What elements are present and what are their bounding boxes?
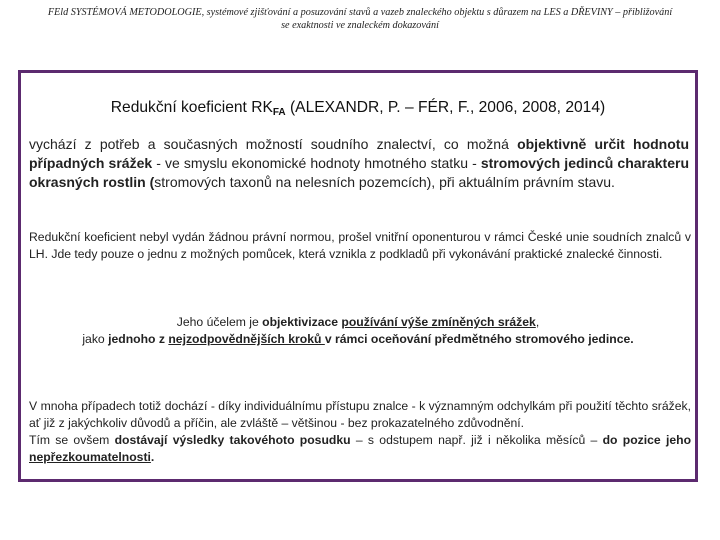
p4-sentence-2 (29, 432, 691, 466)
p1-text-3: stromových taxonů na nelesních pozemcích), při aktuálním právním stavu. (154, 174, 615, 191)
p1-text-1: vychází z potřeb a současných možností soudního znalectví, co možná (29, 136, 518, 152)
p3-bold-2: jednoho z (108, 332, 169, 346)
paragraph-status: Redukční koeficient nebyl vydán žádnou právní normou, prošel vnitřní oponenturou v rámci České unie soudních znalců v LH. Jde tedy pouze o jednu z možných pomůcek, která vznikla z podkladů při vykonávání praktické znalecké činnosti. (29, 230, 691, 261)
p1-bold-2: stromových jedinců charakteru okrasných rostlin ( (29, 155, 689, 191)
p4-text-4: . (150, 450, 155, 464)
p1-text-2: - ve smyslu ekonomické hodnoty hmotného statku - (152, 155, 481, 172)
p3-bold-1: objektivizace (262, 315, 342, 329)
paragraph-purpose (21, 314, 695, 348)
title-prefix: Redukční koeficient RK (110, 99, 273, 116)
p4-bold-1: dostávají výsledky takovéhoto posudku (114, 433, 351, 447)
paragraph-definition (29, 135, 689, 193)
header-line-2: se exaktnosti ve znaleckém dokazování (281, 20, 439, 31)
p3-text-2: , (535, 315, 540, 329)
slide-title (21, 99, 695, 118)
p3-text-3: jako (82, 332, 109, 346)
p4-text-2: Tím se ovšem (29, 433, 115, 447)
p4-sentence-1: V mnoha případech totiž dochází - díky individuálnímu přístupu znalce - k významným odchylkám při použití těchto srážek, ať již z jakýchkoliv důvodů a příčin, ale zvláště – většinou - bez prokazatelného zdůvodnění. (29, 399, 691, 430)
title-suffix: (ALEXANDR, P. – FÉR, F., 2006, 2008, 2014) (285, 99, 606, 116)
p4-bold-underline-1: nepřezkoumatelnosti (29, 450, 151, 464)
content-frame (18, 70, 698, 482)
header-line-1: FEld SYSTÉMOVÁ METODOLOGIE, systémové zjišťování a posuzování stavů a vazeb znaleckého objektu s důrazem na LES a DŘEVINY – přibližování (47, 7, 673, 18)
p3-line-2 (21, 331, 695, 348)
document-header (8, 6, 712, 32)
p1-bold-1: objektivně určit hodnotu případných srážek (29, 136, 689, 172)
p3-line-1 (21, 314, 695, 331)
title-subscript: FA (272, 107, 286, 118)
p3-bold-underline-2: nejzodpovědnějších kroků (168, 332, 325, 346)
p4-text-3: – s odstupem např. již i několika měsíců – (350, 433, 603, 447)
paragraph-consequence (29, 398, 691, 466)
p4-bold-2: do pozice jeho (602, 433, 692, 447)
p3-bold-underline-1: používání výše zmíněných srážek (341, 315, 536, 329)
p3-bold-3: v rámci oceňování předmětného stromového jedince. (324, 332, 634, 346)
p3-text-1: Jeho účelem je (176, 315, 263, 329)
